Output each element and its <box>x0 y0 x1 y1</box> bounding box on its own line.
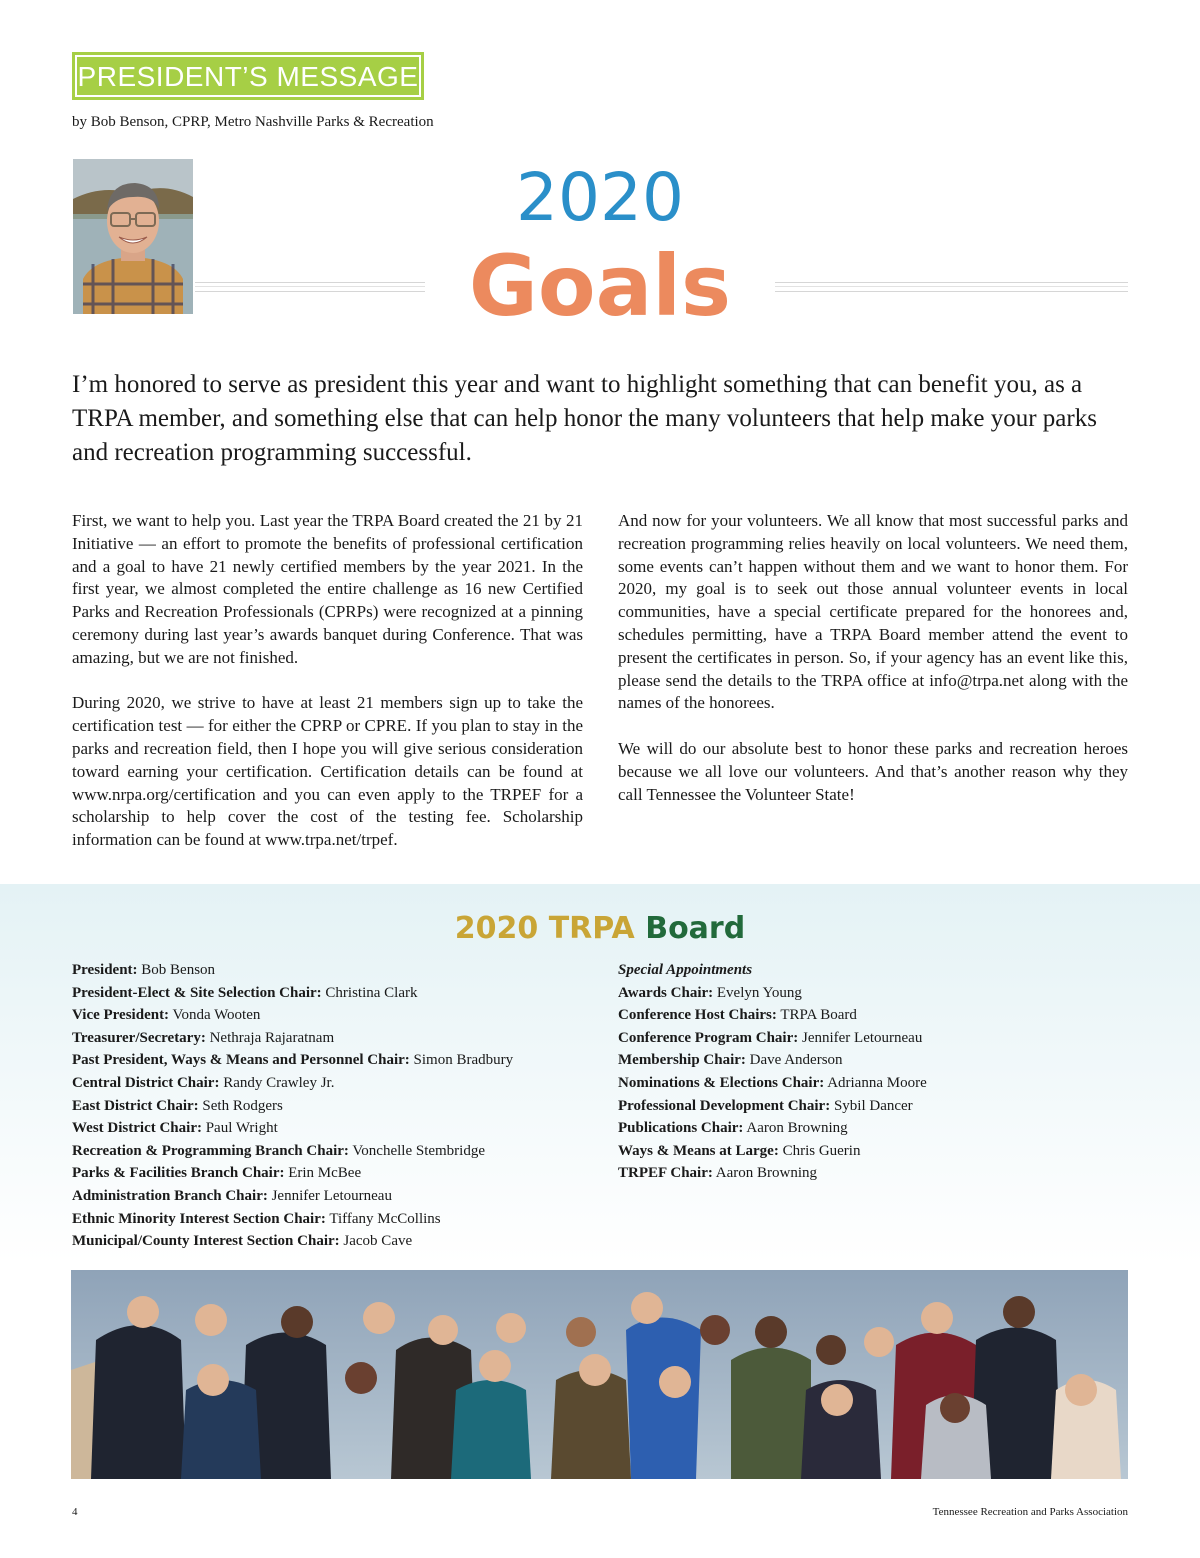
body-paragraph: First, we want to help you. Last year the TRPA Board created the 21 by 21 Initiative — an effort to promote the benefits of professional certification and a goal to have 21 newly certified members by the year 2021. In the first year, we almost completed the entire challenge as 16 new Certified Parks and Recreation Professionals (CPRPs) were recognized at a pinning ceremony during last year’s awards banquet during Conference. That was amazing, but we are not finished. <box>72 511 583 667</box>
list-item: Vice President: Vonda Wooten <box>72 1007 261 1024</box>
list-item: East District Chair: Seth Rodgers <box>72 1097 283 1114</box>
body-column-left <box>72 510 583 875</box>
intro-paragraph: I’m honored to serve as president this year and want to highlight something that can benefit you, as a TRPA member, and something else that can help honor the many volunteers that help make your parks and recreation programming successful. <box>72 371 1097 466</box>
board-title <box>0 906 1200 952</box>
list-item: Conference Host Chairs: TRPA Board <box>618 1007 857 1024</box>
list-item: Awards Chair: Evelyn Young <box>618 984 802 1001</box>
section-label <box>72 52 424 100</box>
title-rule-right <box>775 282 1128 292</box>
board-list-right <box>618 959 1128 1185</box>
author-photo <box>73 159 193 314</box>
board-list-left <box>72 959 592 1253</box>
special-appointments-heading: Special Appointments <box>618 962 753 978</box>
section-label-text: PRESIDENT’S MESSAGE <box>75 55 421 97</box>
list-item: Past President, Ways & Means and Personnel Chair: Simon Bradbury <box>72 1052 514 1069</box>
board-title-word: Board <box>645 911 746 946</box>
page-title: Goals <box>468 237 732 335</box>
list-item: Central District Chair: Randy Crawley Jr. <box>72 1074 335 1091</box>
body-paragraph: And now for your volunteers. We all know that most successful parks and recreation programming relies heavily on local volunteers. We need them, some events can’t happen without them and we want to honor them. For 2020, my goal is to seek out those annual volunteer events in local communities, have a special certificate prepared for the honorees and, schedules permitting, have a TRPA Board member attend the event to present the certificates in person. So, if your agency has an event like this, please send the details to the TRPA office at info@trpa.net along with the names of the honorees. <box>618 511 1128 713</box>
publication-name: Tennessee Recreation and Parks Association <box>932 1506 1128 1518</box>
title-year: 2020 <box>516 159 684 236</box>
list-item: Municipal/County Interest Section Chair: Jacob Cave <box>72 1233 413 1250</box>
list-item: Parks & Facilities Branch Chair: Erin McBee <box>72 1165 362 1182</box>
list-item: President: Bob Benson <box>72 962 216 978</box>
list-item: TRPEF Chair: Aaron Browning <box>618 1165 818 1182</box>
list-item: Recreation & Programming Branch Chair: Vonchelle Stembridge <box>72 1142 486 1159</box>
body-paragraph: During 2020, we strive to have at least 21 members sign up to take the certification test — for either the CPRP or CPRE. If you plan to stay in the parks and recreation field, then I hope you will give serious consideration toward earning your certification. Certification details can be found at www.nrpa.org/certification and you can even apply to the TRPEF for a scholarship to help cover the cost of the testing fee. Scholarship information can be found at www.trpa.net/trpef. <box>72 693 583 850</box>
list-item: Conference Program Chair: Jennifer Letourneau <box>618 1029 923 1046</box>
body-column-right <box>618 510 1128 829</box>
list-item: Membership Chair: Dave Anderson <box>618 1052 843 1069</box>
page-number: 4 <box>72 1506 78 1518</box>
list-item: Ethnic Minority Interest Section Chair: Tiffany McCollins <box>72 1210 441 1227</box>
list-item: Ways & Means at Large: Chris Guerin <box>618 1142 861 1159</box>
body-paragraph: We will do our absolute best to honor these parks and recreation heroes because we all love our volunteers. And that’s another reason why they call Tennessee the Volunteer State! <box>618 738 1128 804</box>
list-item: President-Elect & Site Selection Chair: Christina Clark <box>72 984 418 1001</box>
list-item: West District Chair: Paul Wright <box>72 1120 278 1137</box>
list-item: Treasurer/Secretary: Nethraja Rajaratnam <box>72 1029 335 1046</box>
byline: by Bob Benson, CPRP, Metro Nashville Parks & Recreation <box>72 114 434 130</box>
list-item: Publications Chair: Aaron Browning <box>618 1120 848 1137</box>
list-item: Administration Branch Chair: Jennifer Letourneau <box>72 1187 392 1204</box>
list-item: Professional Development Chair: Sybil Dancer <box>618 1097 913 1114</box>
list-item: Nominations & Elections Chair: Adrianna Moore <box>618 1074 927 1091</box>
board-group-photo <box>71 1270 1128 1479</box>
board-title-year: 2020 TRPA <box>454 911 635 946</box>
